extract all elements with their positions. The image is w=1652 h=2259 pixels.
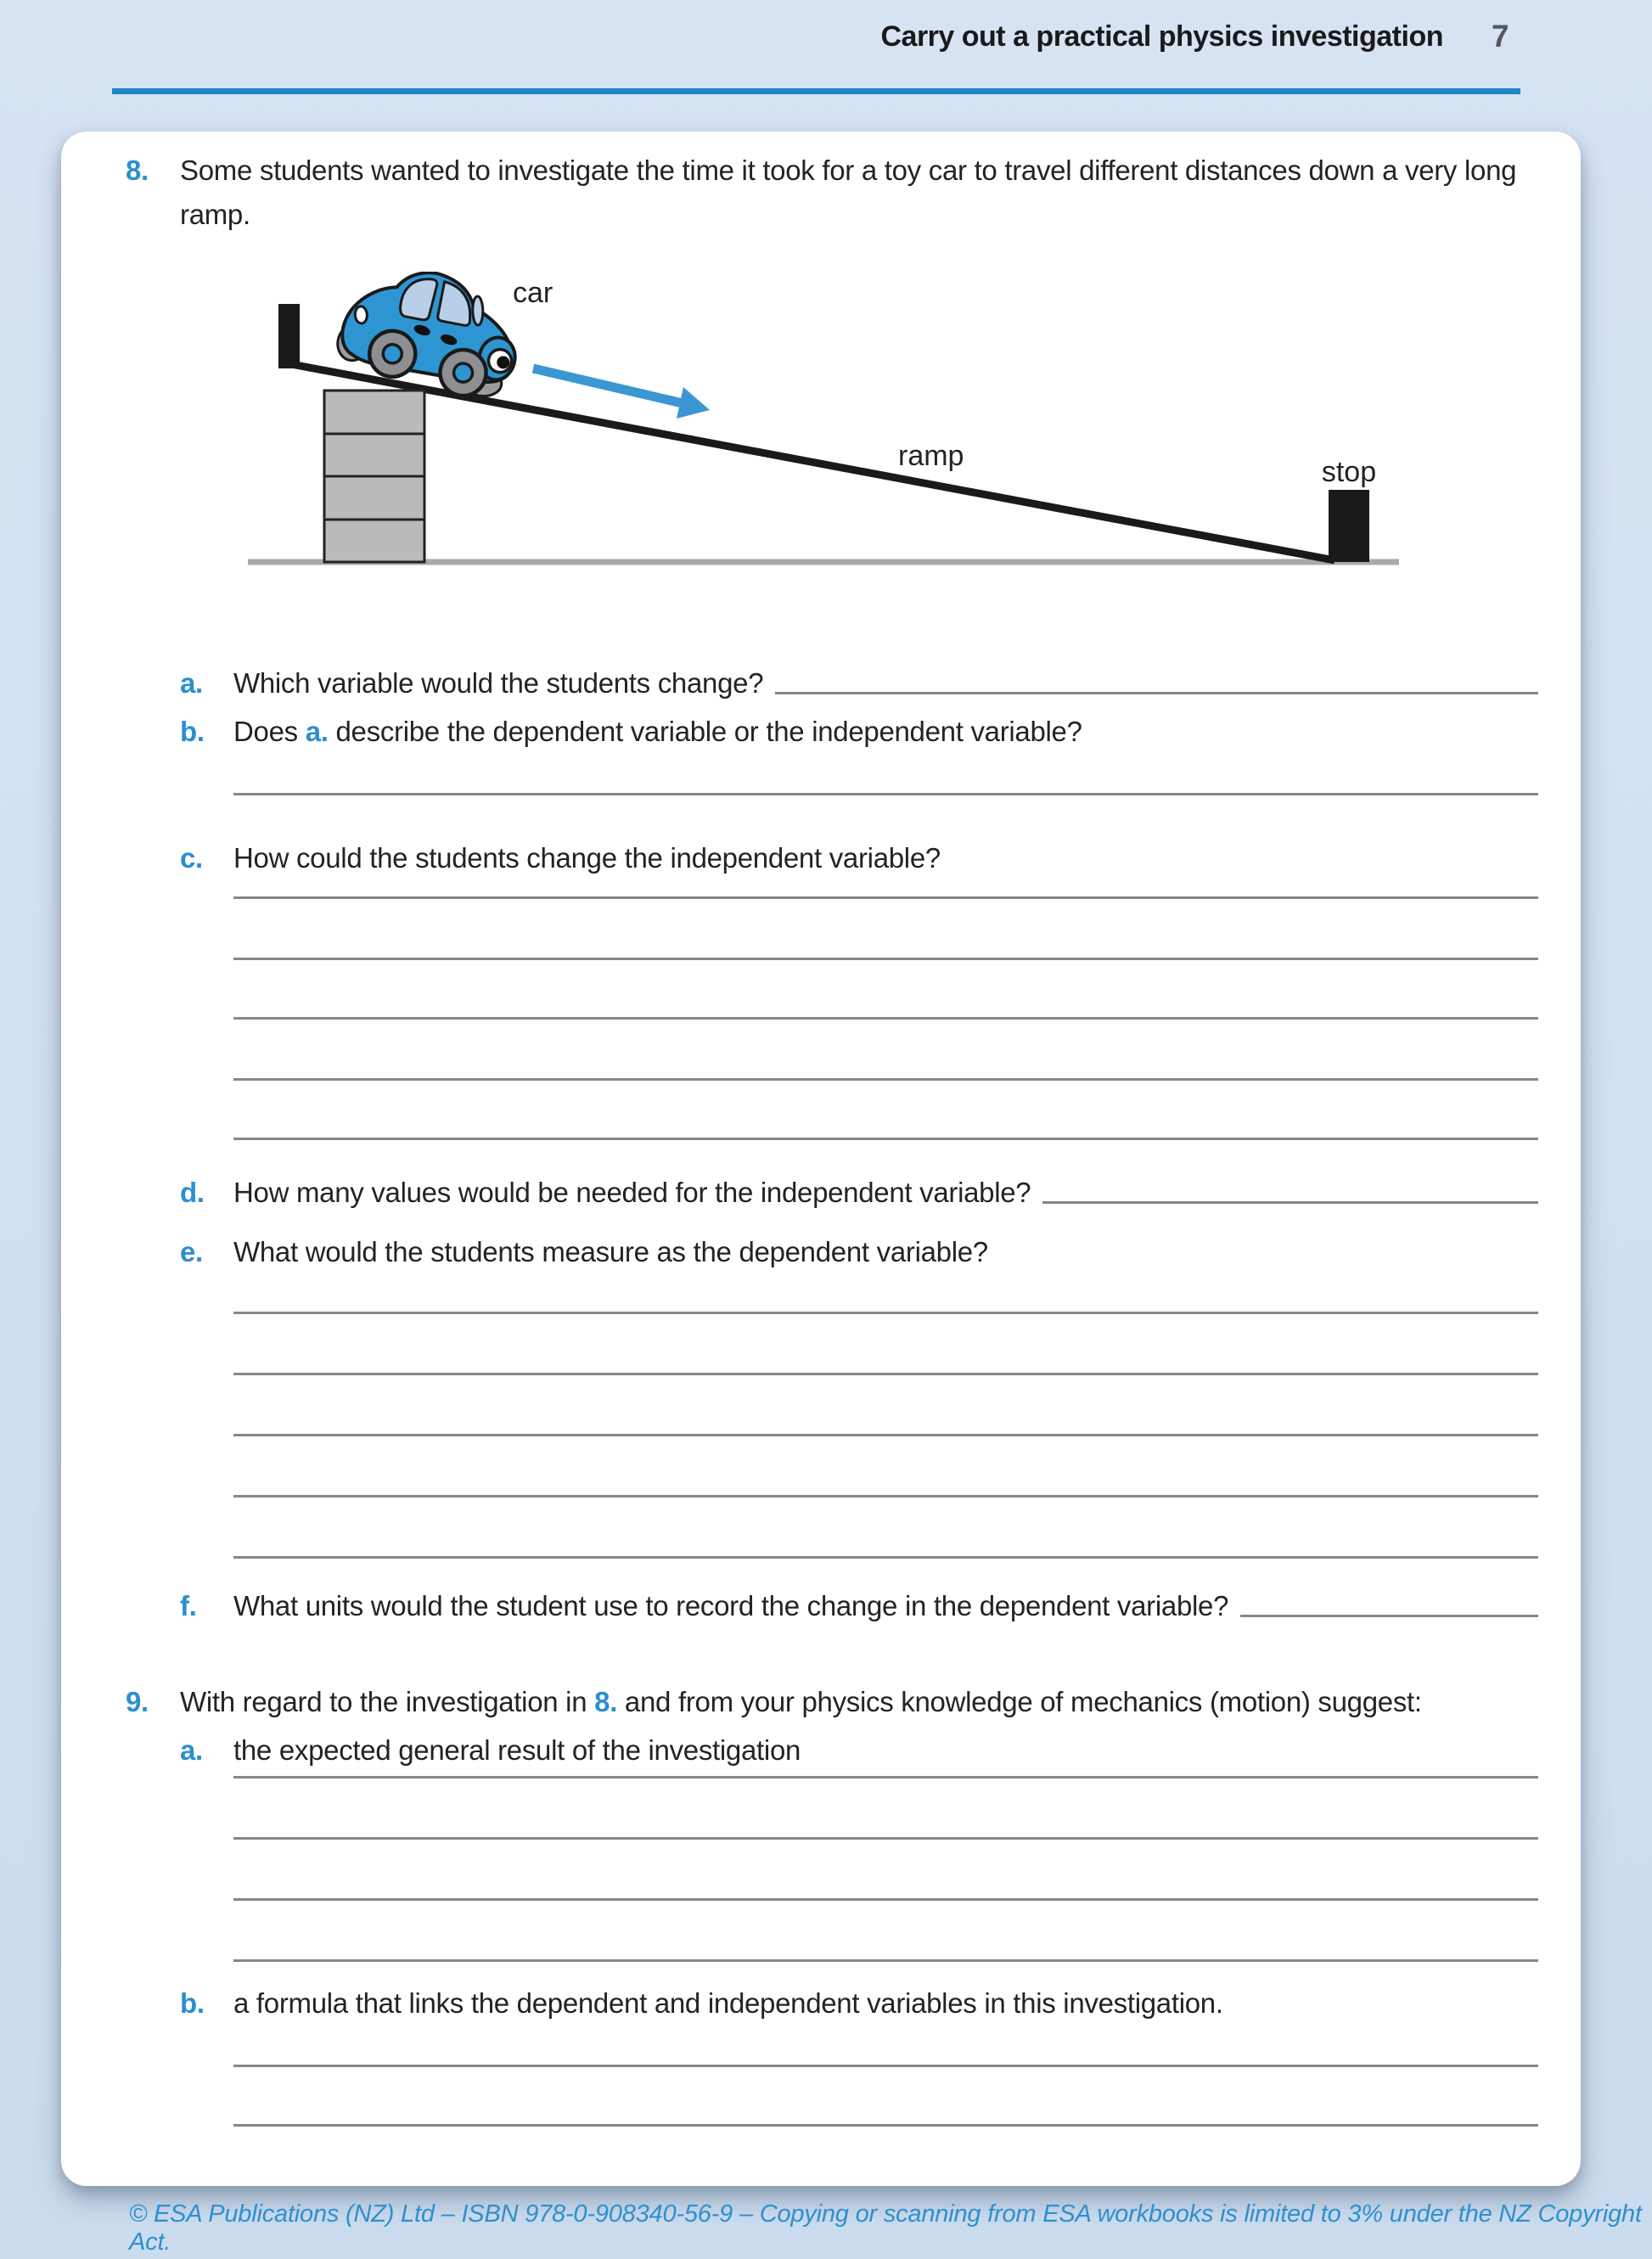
header-rule: [112, 88, 1520, 94]
car-tail-light: [355, 306, 368, 323]
page-number: 7: [1492, 19, 1509, 53]
question-9a-letter: a.: [180, 1734, 203, 1766]
answer-line[interactable]: [1240, 1615, 1538, 1617]
question-9: [126, 1685, 1538, 1719]
question-8a: [180, 666, 1538, 700]
question-8c-text: How could the students change the independent variable?: [233, 842, 941, 874]
answer-line[interactable]: [233, 1138, 1538, 1140]
question-ref: a.: [305, 716, 329, 747]
answer-line[interactable]: [233, 1959, 1538, 1962]
answer-line[interactable]: [233, 1898, 1538, 1901]
answer-line[interactable]: [233, 896, 1538, 899]
page-title: Carry out a practical physics investigation: [880, 20, 1443, 53]
answer-line[interactable]: [233, 1434, 1538, 1436]
answer-line[interactable]: [233, 2124, 1538, 2127]
ramp-diagram: [153, 272, 1435, 587]
question-8e-letter: e.: [180, 1236, 203, 1267]
answer-line[interactable]: [233, 1373, 1538, 1375]
toy-car-illustration: [332, 272, 528, 404]
content-card: [61, 132, 1581, 2186]
start-block: [278, 304, 300, 368]
answer-line[interactable]: [233, 1556, 1538, 1559]
answer-line[interactable]: [233, 793, 1538, 795]
answer-line[interactable]: [233, 1078, 1538, 1081]
question-9a: [180, 1734, 1538, 1767]
question-ref: 8.: [594, 1686, 618, 1717]
question-8c-letter: c.: [180, 842, 203, 874]
question-9-number: 9.: [126, 1686, 149, 1717]
support-blocks: [324, 391, 424, 562]
question-8f-letter: f.: [180, 1590, 197, 1621]
answer-line[interactable]: [233, 958, 1538, 960]
question-8d-letter: d.: [180, 1177, 205, 1208]
question-8e: [180, 1235, 1538, 1269]
answer-line[interactable]: [233, 1837, 1538, 1840]
question-8b-text: Does a. describe the dependent variable or the independent variable?: [233, 716, 1082, 747]
ramp-label: ramp: [898, 440, 964, 472]
question-8-text: Some students wanted to investigate the time it took for a toy car to travel different distances down a very long ramp.: [180, 155, 1517, 230]
answer-line[interactable]: [233, 1017, 1538, 1020]
question-9b: [180, 1986, 1538, 2020]
ramp-line: [287, 363, 1335, 560]
question-8c: [180, 841, 1538, 875]
question-8a-letter: a.: [180, 667, 203, 699]
question-9b-letter: b.: [180, 1987, 205, 2019]
question-8: [126, 149, 1538, 237]
question-8d-text: How many values would be needed for the independent variable?: [233, 1177, 1031, 1208]
answer-line[interactable]: [233, 1312, 1538, 1314]
car-label: car: [513, 277, 553, 309]
question-8e-text: What would the students measure as the dependent variable?: [233, 1236, 988, 1267]
question-8f: [180, 1589, 1538, 1623]
question-8a-text: Which variable would the students change?: [233, 667, 764, 699]
answer-line[interactable]: [233, 1495, 1538, 1498]
question-8f-text: What units would the student use to record the change in the dependent variable?: [233, 1590, 1229, 1621]
answer-line[interactable]: [1042, 1201, 1538, 1204]
question-8b-letter: b.: [180, 716, 205, 747]
footer-copyright: © ESA Publications (NZ) Ltd – ISBN 978-0-908340-56-9 – Copying or scanning from ESA workbooks is limited to 3% under the NZ Copyright Act.: [129, 2200, 1642, 2256]
answer-line[interactable]: [775, 692, 1538, 694]
stop-label: stop: [1321, 456, 1377, 488]
question-8-number: 8.: [126, 155, 149, 186]
question-9-text: With regard to the investigation in 8. and from your physics knowledge of mechanics (motion) suggest:: [180, 1686, 1422, 1717]
question-9a-text: the expected general result of the investigation: [233, 1734, 801, 1766]
answer-line[interactable]: [233, 1776, 1538, 1779]
question-8d: [180, 1176, 1538, 1210]
question-9b-text: a formula that links the dependent and independent variables in this investigation.: [233, 1987, 1223, 2019]
question-8b: [180, 715, 1538, 749]
stop-block: [1329, 490, 1369, 562]
car-side-window: [473, 296, 484, 325]
answer-line[interactable]: [233, 2065, 1538, 2067]
